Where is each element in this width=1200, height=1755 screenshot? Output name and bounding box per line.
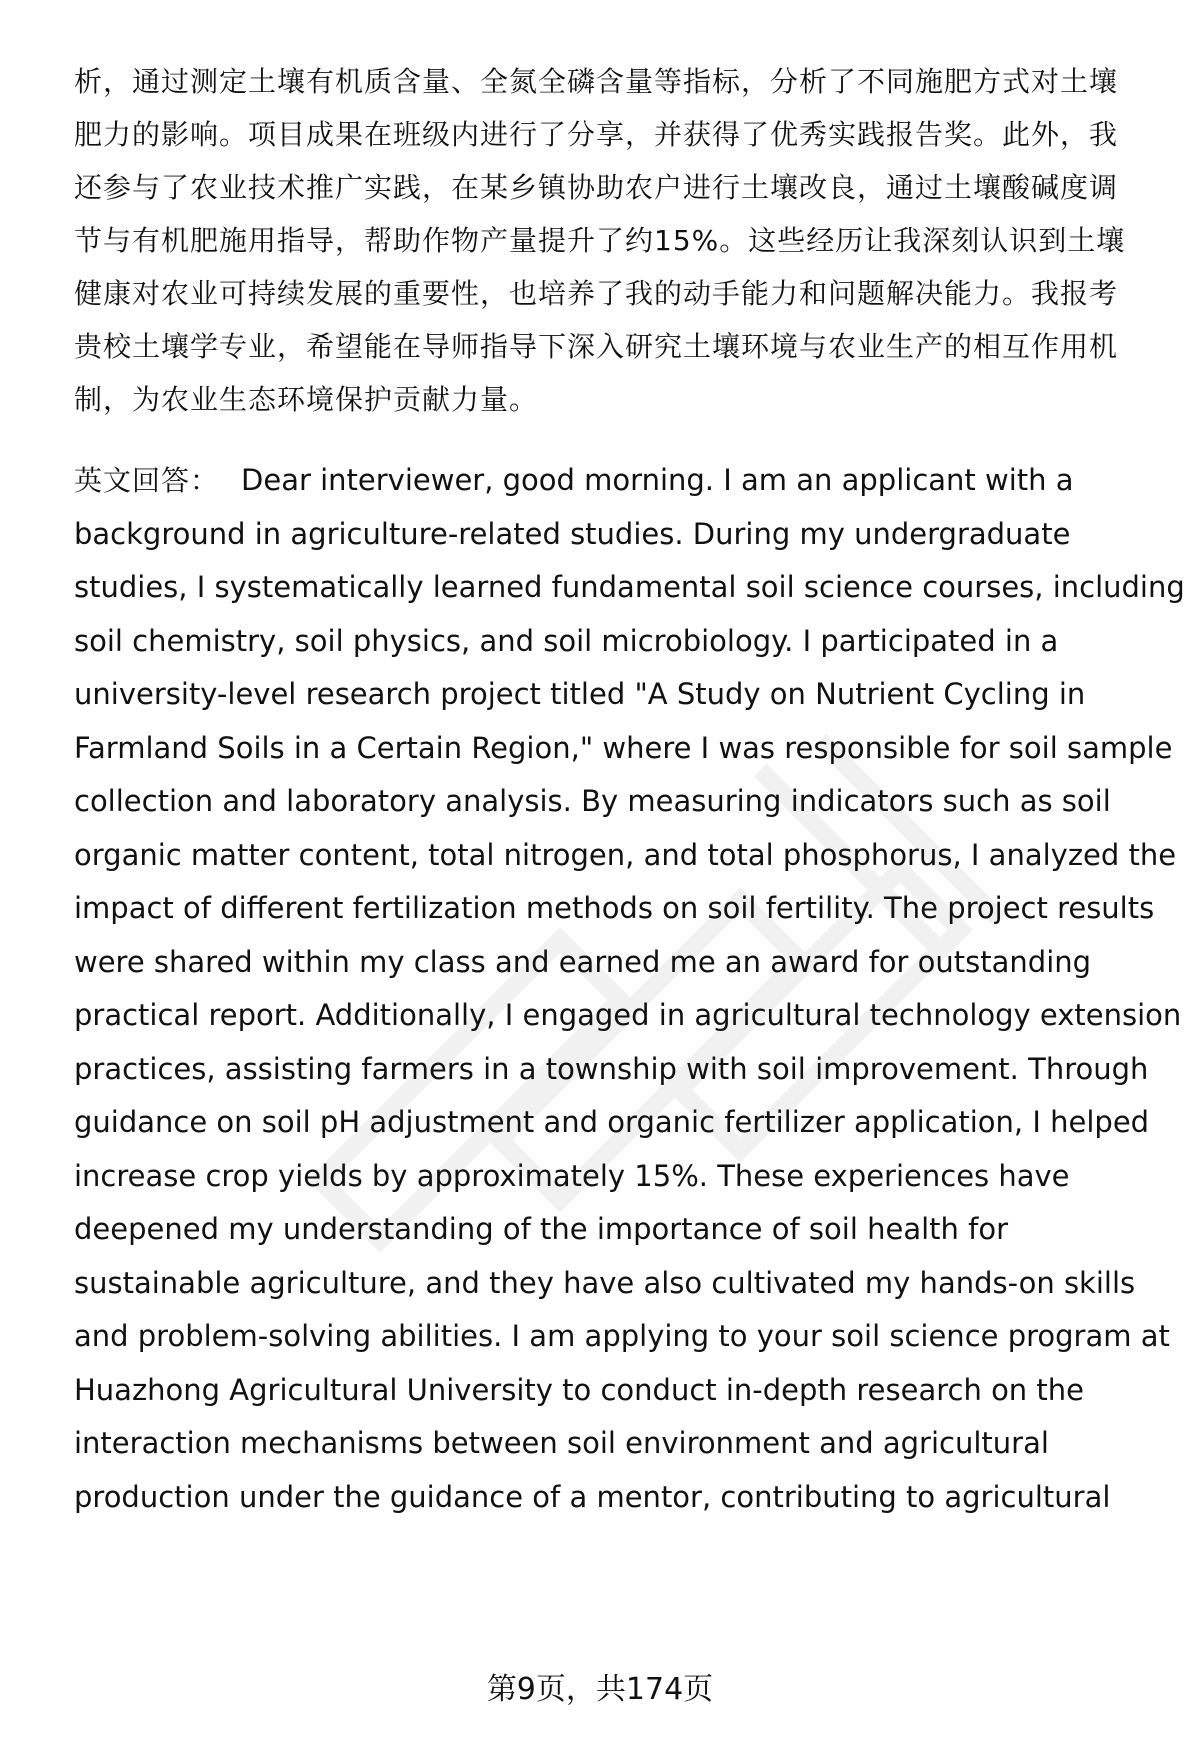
- english-line: collection and laboratory analysis. By measuring indicators such as soil: [74, 784, 1111, 818]
- english-line: sustainable agriculture, and they have also cultivated my hands-on skills: [74, 1266, 1136, 1300]
- english-line: guidance on soil pH adjustment and organic fertilizer application, I helped: [74, 1105, 1150, 1139]
- chinese-line: 肥力的影响。项目成果在班级内进行了分享，并获得了优秀实践报告奖。此外，我: [74, 118, 1119, 151]
- english-line: interaction mechanisms between soil environment and agricultural: [74, 1426, 1049, 1460]
- chinese-line: 贵校土壤学专业，希望能在导师指导下深入研究土壤环境与农业生产的相互作用机: [74, 330, 1119, 363]
- english-line: Farmland Soils in a Certain Region," where I was responsible for soil sample: [74, 731, 1173, 765]
- page-indicator: 第9页，共174页: [486, 1672, 714, 1707]
- english-line: impact of different fertilization methods on soil fertility. The project results: [74, 891, 1155, 925]
- english-first-line: [74, 460, 1074, 500]
- chinese-line: 健康对农业可持续发展的重要性，也培养了我的动手能力和问题解决能力。我报考: [74, 277, 1119, 310]
- english-line: increase crop yields by approximately 15%. These experiences have: [74, 1159, 1070, 1193]
- english-line: background in agriculture-related studies. During my undergraduate: [74, 517, 1071, 551]
- english-line: were shared within my class and earned me an award for outstanding: [74, 945, 1092, 979]
- chinese-line: 制，为农业生态环境保护贡献力量。: [74, 383, 539, 416]
- english-line: soil chemistry, soil physics, and soil microbiology. I participated in a: [74, 624, 1059, 658]
- english-line: studies, I systematically learned fundamental soil science courses, including: [74, 570, 1185, 604]
- chinese-line: 析，通过测定土壤有机质含量、全氮全磷含量等指标，分析了不同施肥方式对土壤: [74, 65, 1119, 98]
- english-line: practical report. Additionally, I engaged in agricultural technology extension: [74, 998, 1182, 1032]
- english-line: organic matter content, total nitrogen, and total phosphorus, I analyzed the: [74, 838, 1177, 872]
- english-line: practices, assisting farmers in a township with soil improvement. Through: [74, 1052, 1149, 1086]
- english-line: and problem-solving abilities. I am applying to your soil science program at: [74, 1319, 1170, 1353]
- english-line: university-level research project titled "A Study on Nutrient Cycling in: [74, 677, 1086, 711]
- english-line: Huazhong Agricultural University to conduct in-depth research on the: [74, 1373, 1085, 1407]
- english-line: production under the guidance of a mentor, contributing to agricultural: [74, 1480, 1111, 1514]
- english-line: Dear interviewer, good morning. I am an applicant with a: [241, 463, 1074, 497]
- english-answer-label: 英文回答：: [74, 464, 220, 497]
- chinese-line: 还参与了农业技术推广实践，在某乡镇协助农户进行土壤改良，通过土壤酸碱度调: [74, 171, 1119, 204]
- chinese-line: 节与有机肥施用指导，帮助作物产量提升了约15%。这些经历让我深刻认识到土壤: [74, 224, 1126, 257]
- english-line: deepened my understanding of the importance of soil health for: [74, 1212, 1008, 1246]
